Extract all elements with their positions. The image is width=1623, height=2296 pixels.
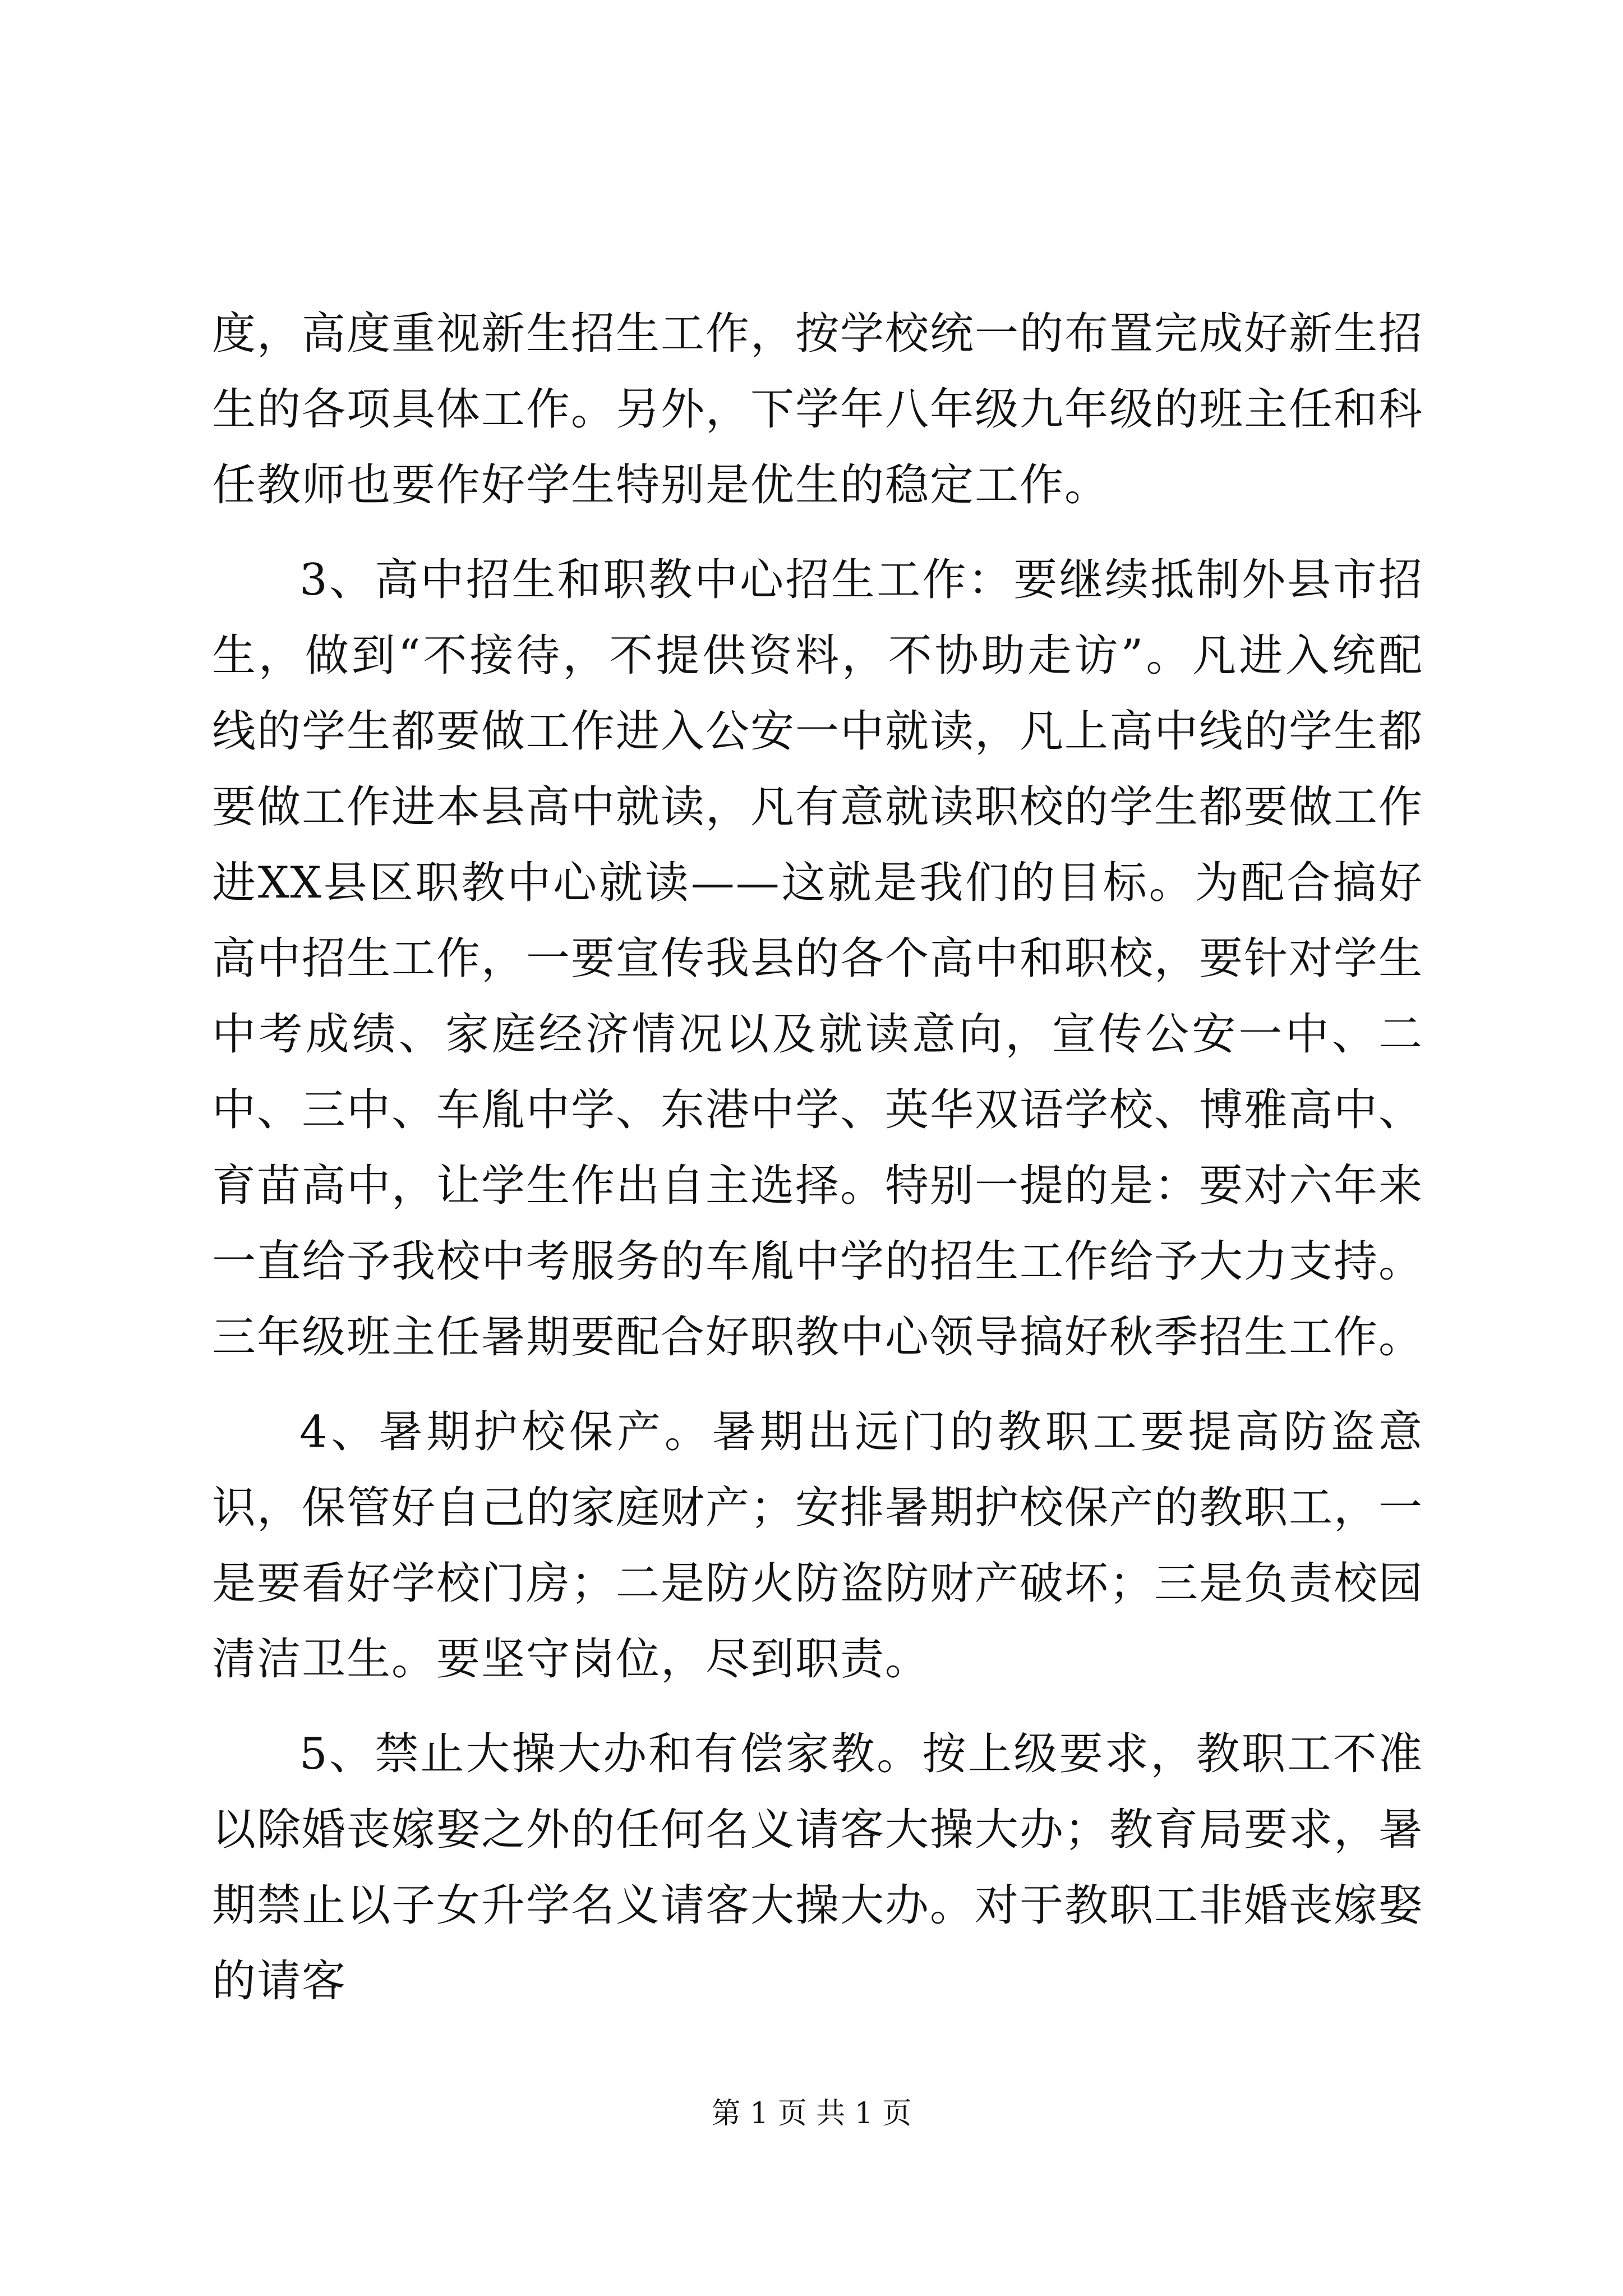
document-body (212, 296, 1423, 2019)
paragraph-item-3: 3、高中招生和职教中心招生工作：要继续抵制外县市招生，做到“不接待，不提供资料，不协助走访”。凡进入统配线的学生都要做工作进入公安一中就读，凡上高中线的学生都要做工作进本县高中就读，凡有意就读职校的学生都要做工作进XX县区职教中心就读——这就是我们的目标。为配合搞好高中招生工作，一要宣传我县的各个高中和职校，要针对学生中考成绩、家庭经济情况以及就读意向，宣传公安一中、二中、三中、车胤中学、东港中学、英华双语学校、博雅高中、育苗高中，让学生作出自主选择。特别一提的是：要对六年来一直给予我校中考服务的车胤中学的招生工作给予大力支持。三年级班主任暑期要配合好职教中心领导搞好秋季招生工作。 (212, 555, 1424, 1363)
paragraph-item-4: 4、暑期护校保产。暑期出远门的教职工要提高防盗意识，保管好自己的家庭财产；安排暑期护校保产的教职工，一是要看好学校门房；二是防火防盗防财产破坏；三是负责校园清洁卫生。要坚守岗位，尽到职责。 (212, 1407, 1424, 1685)
paragraph-item-5: 5、禁止大操大办和有偿家教。按上级要求，教职工不准以除婚丧嫁娶之外的任何名义请客大操大办；教育局要求，暑期禁止以子女升学名义请客大操大办。对于教职工非婚丧嫁娶的请客 (212, 1729, 1424, 2007)
paragraph-continuation: 度，高度重视新生招生工作，按学校统一的布置完成好新生招生的各项具体工作。另外，下学年八年级九年级的班主任和科任教师也要作好学生特别是优生的稳定工作。 (212, 309, 1424, 510)
page-footer: 第 1 页 共 1 页 (711, 2097, 912, 2131)
